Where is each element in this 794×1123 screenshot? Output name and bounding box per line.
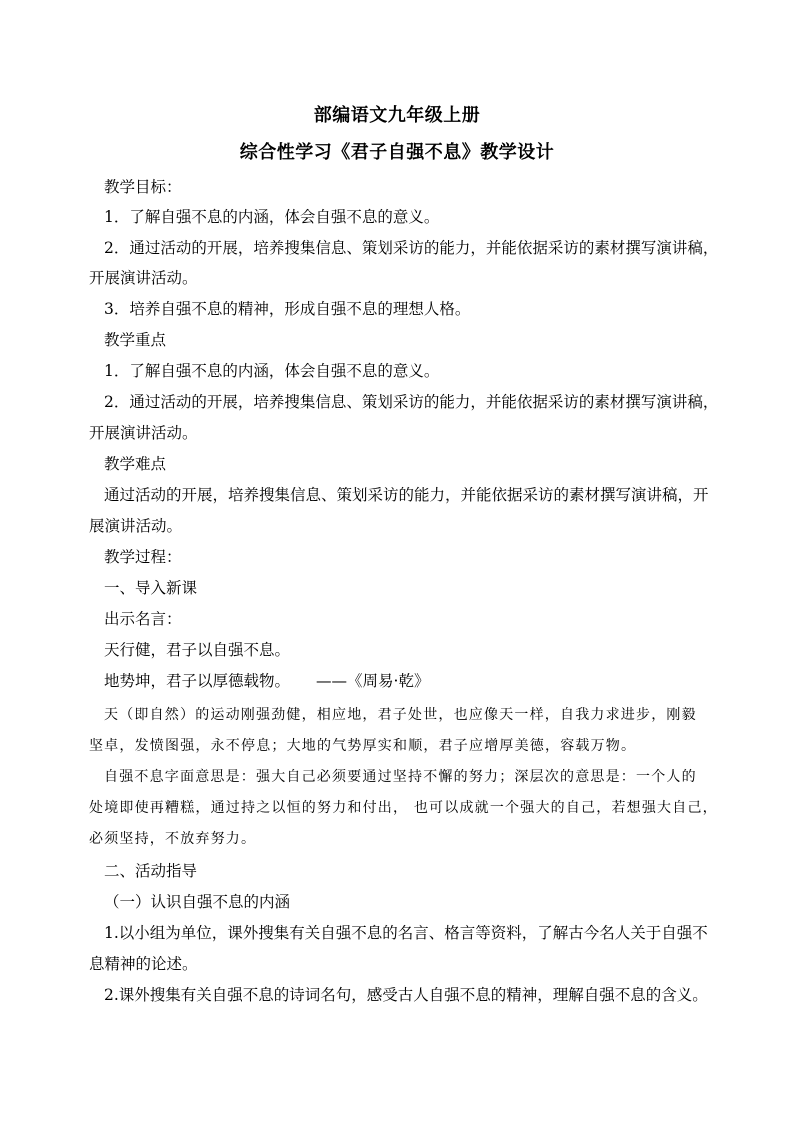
explanation-line: 必须坚持，不放弃努力。 <box>89 831 257 847</box>
section1-heading: 一、导入新课 <box>104 579 198 597</box>
process-heading: 教学过程： <box>104 548 182 566</box>
key-point-item: 1．了解自强不息的内涵，体会自强不息的意义。 <box>104 362 440 380</box>
difficulties-line: 通过活动的开展，培养搜集信息、策划采访的能力，并能依据采访的素材撰写演讲稿，开 <box>104 486 709 504</box>
document-title: 部编语文九年级上册 <box>313 105 481 126</box>
goals-heading: 教学目标： <box>104 178 182 196</box>
subsection-heading: （一）认识自强不息的内涵 <box>104 893 291 911</box>
explanation-line: 处境即使再糟糕，通过持之以恒的努力和付出， 也可以成就一个强大的自己，若想强大自己， <box>89 800 718 816</box>
explanation-line: 坚卓，发愤图强，永不停息；大地的气势厚实和顺，君子应增厚美德，容载万物。 <box>89 738 637 754</box>
document-subtitle: 综合性学习《君子自强不息》教学设计 <box>239 142 555 163</box>
section2-heading: 二、活动指导 <box>104 862 198 880</box>
key-points-heading: 教学重点 <box>104 331 167 349</box>
explanation-line: 自强不息字面意思是：强大自己必须要通过坚持不懈的努力；深层次的意思是：一个人的 <box>104 769 697 785</box>
quote-intro: 出示名言： <box>104 610 182 628</box>
goal-item: 1．了解自强不息的内涵，体会自强不息的意义。 <box>104 208 440 226</box>
quote-line: 天行健，君子以自强不息。 <box>104 641 291 659</box>
quote-text: 地势坤，君子以厚德载物。 <box>104 672 291 690</box>
quote-source: ——《周易·乾》 <box>316 672 430 690</box>
activity-item: 2.课外搜集有关自强不息的诗词名句，感受古人自强不息的精神，理解自强不息的含义。 <box>104 986 708 1004</box>
goal-item: 2．通过活动的开展，培养搜集信息、策划采访的能力，并能依据采访的素材撰写演讲稿， <box>104 239 719 257</box>
activity-item: 息精神的论述。 <box>89 955 198 973</box>
goal-item: 开展演讲活动。 <box>89 269 198 287</box>
activity-item: 1.以小组为单位，课外搜集有关自强不息的名言、格言等资料，了解古今名人关于自强不 <box>104 924 708 942</box>
goal-item: 3．培养自强不息的精神，形成自强不息的理想人格。 <box>104 300 471 318</box>
key-point-item: 开展演讲活动。 <box>89 424 198 442</box>
explanation-line: 天（即自然）的运动刚强劲健，相应地，君子处世，也应像天一样，自我力求进步，刚毅 <box>104 707 697 723</box>
difficulties-heading: 教学难点 <box>104 455 167 473</box>
difficulties-line: 展演讲活动。 <box>89 517 183 535</box>
quote-line <box>104 671 744 691</box>
key-point-item: 2．通过活动的开展，培养搜集信息、策划采访的能力，并能依据采访的素材撰写演讲稿， <box>104 393 719 411</box>
